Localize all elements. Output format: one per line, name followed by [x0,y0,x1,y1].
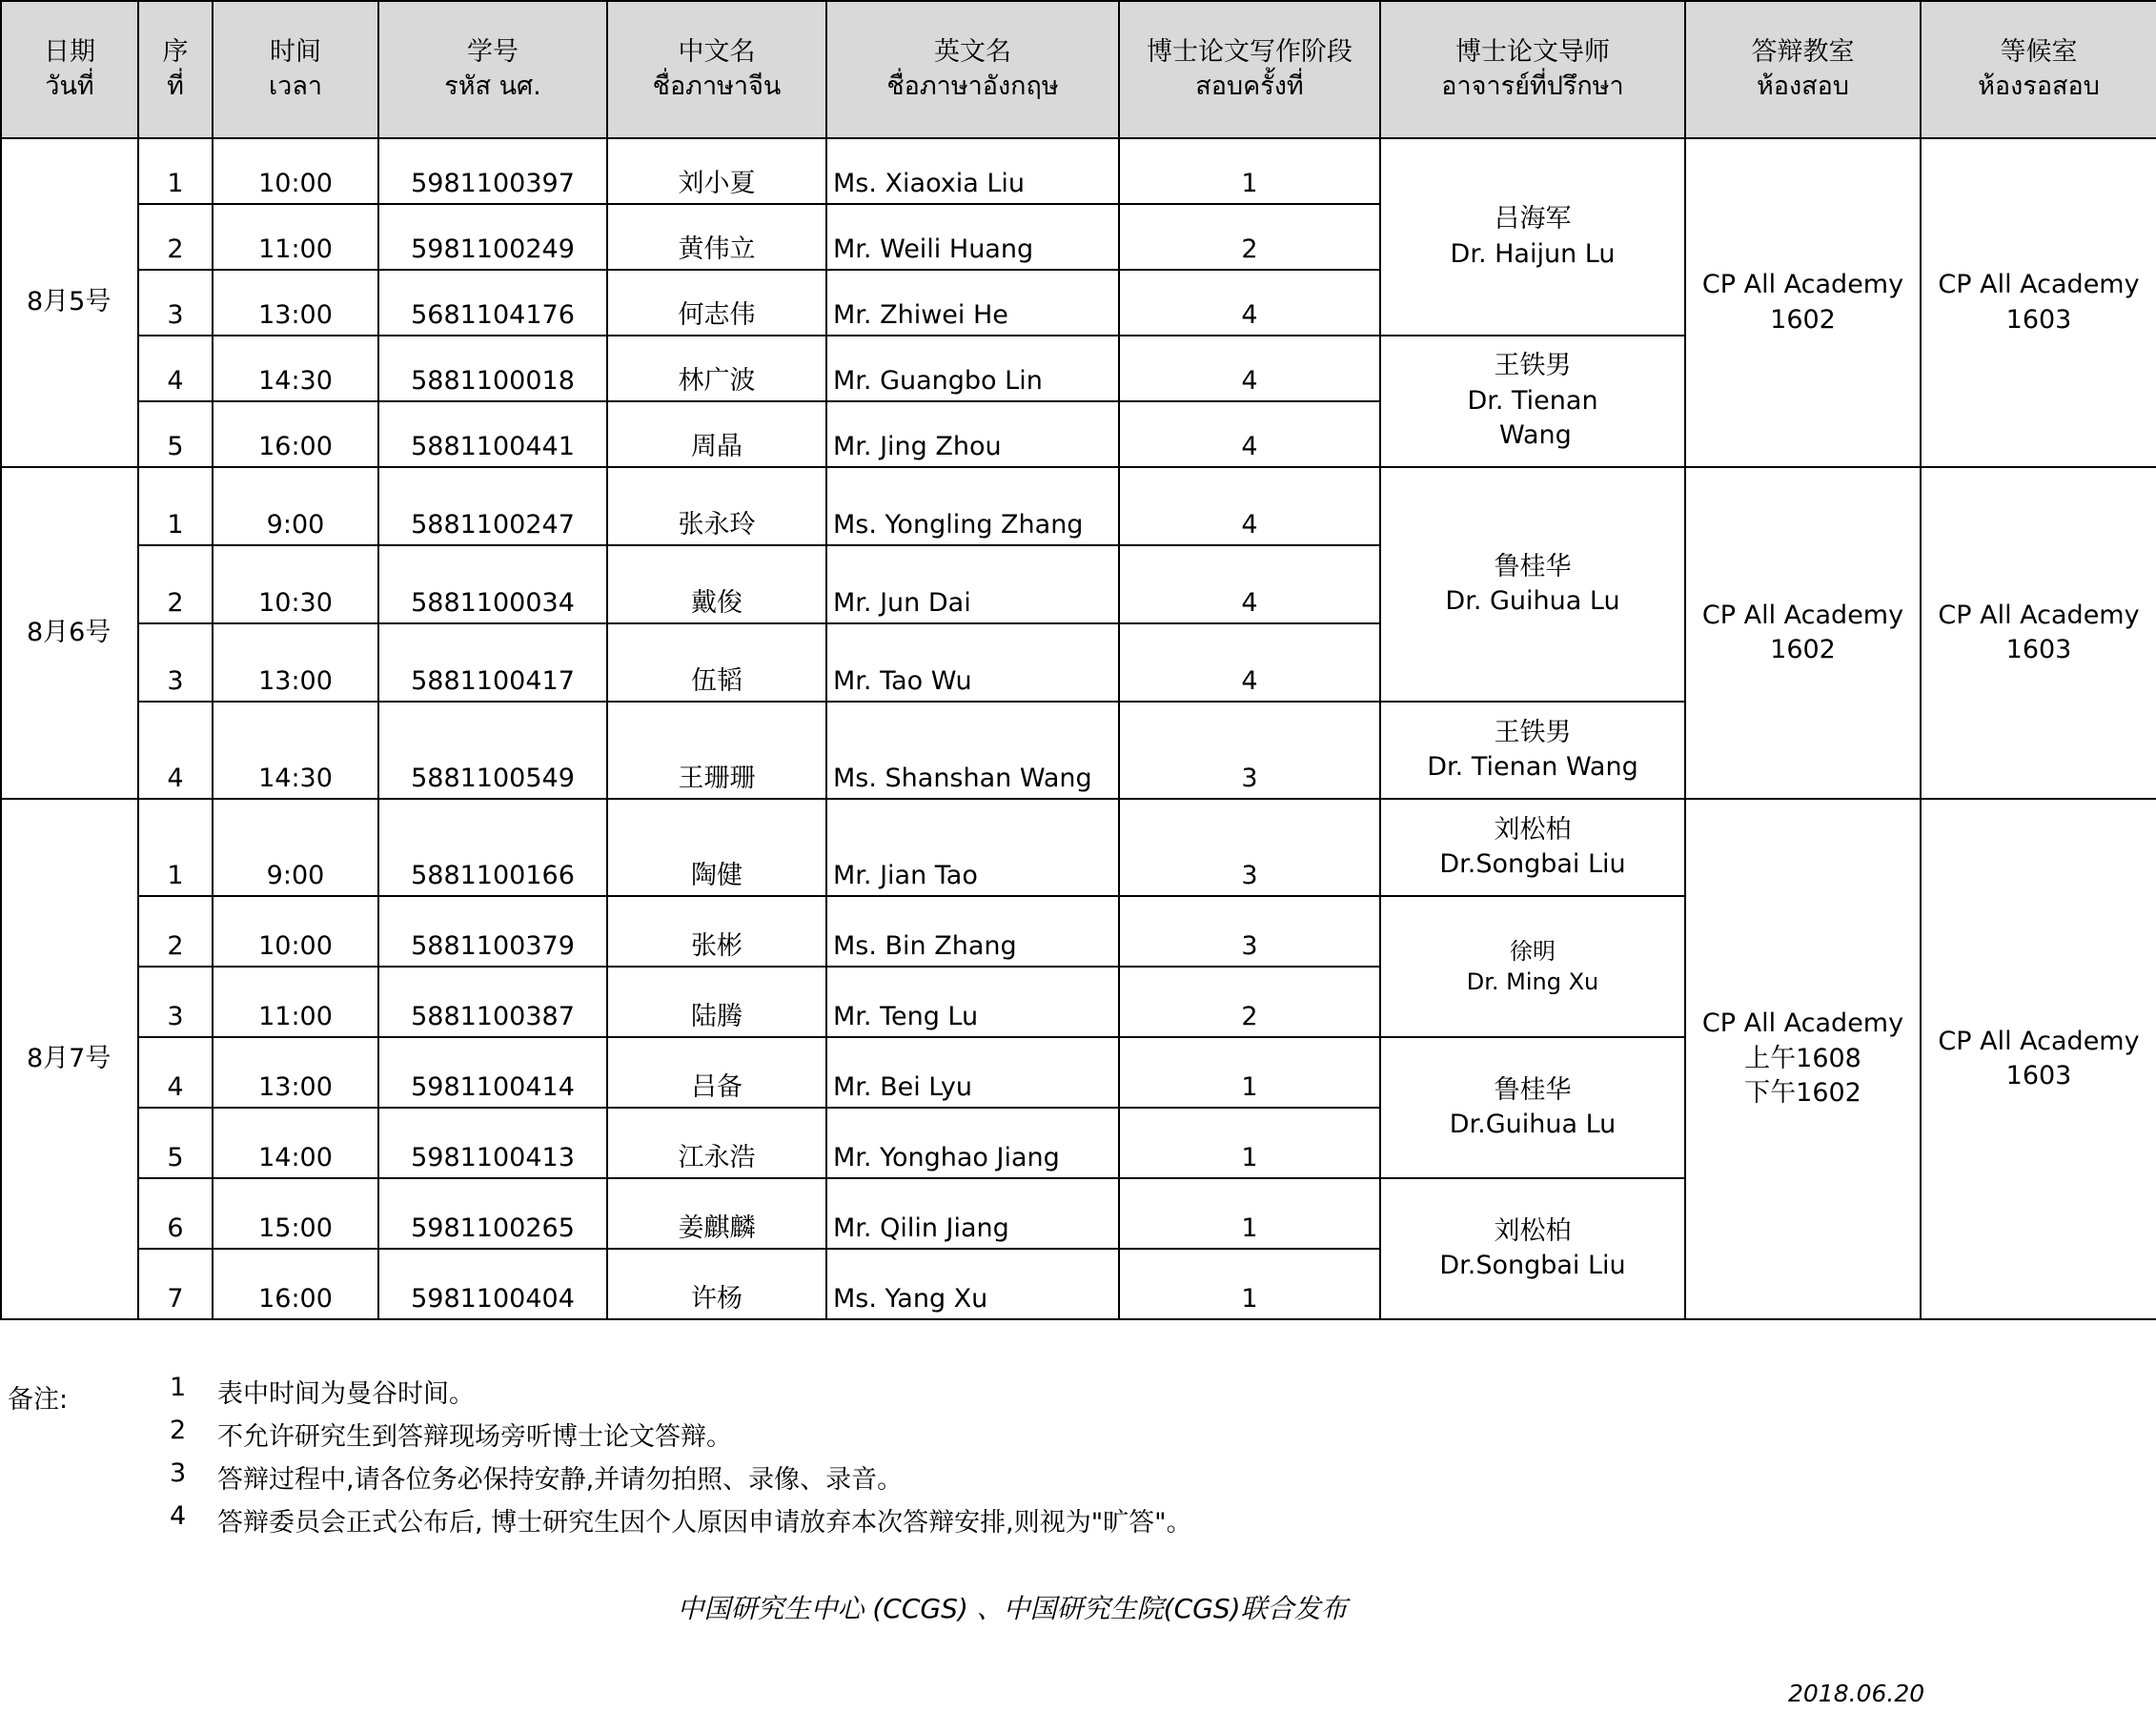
advisor-en: Dr. Ming Xu [1466,968,1599,995]
chinese-name-cell: 江永浩 [607,1108,826,1178]
header-row [1,1,2156,138]
time-cell: 13:00 [213,623,378,702]
advisor-en: Dr.Songbai Liu [1439,849,1626,879]
seq-cell: 3 [138,623,213,702]
exam-room-cell: CP All Academy 1602 [1685,467,1921,799]
english-name-cell: Mr. Jun Dai [826,545,1119,623]
english-name-cell: Mr. Bei Lyu [826,1037,1119,1108]
col-header-waiting-room: 等候室 ห้องรอสอบ [1921,1,2156,138]
advisor-zh: 吕海军 [1494,204,1572,234]
seq-cell: 6 [138,1178,213,1249]
table-row [1,467,2156,545]
note-text: 不允许研究生到答辩现场旁听博士论文答辩。 [217,1422,732,1452]
stage-cell: 1 [1119,1249,1380,1319]
english-name-cell: Mr. Guangbo Lin [826,336,1119,401]
chinese-name-cell: 吕备 [607,1037,826,1108]
student-id-cell: 5681104176 [378,270,607,336]
stage-cell: 1 [1119,1108,1380,1178]
english-name-cell: Ms. Xiaoxia Liu [826,138,1119,204]
note-text: 表中时间为曼谷时间。 [217,1379,475,1409]
seq-cell: 2 [138,204,213,270]
student-id-cell: 5881100379 [378,896,607,967]
english-name-cell: Mr. Jing Zhou [826,401,1119,467]
stage-cell: 4 [1119,270,1380,336]
advisor-en: Dr. Tienan [1467,385,1598,416]
chinese-name-cell: 何志伟 [607,270,826,336]
student-id-cell: 5881100034 [378,545,607,623]
seq-cell: 7 [138,1249,213,1319]
notes-label: 备注: [8,1385,69,1415]
advisor-cell [1380,702,1685,799]
waiting-room-cell: CP All Academy 1603 [1921,799,2156,1319]
seq-cell: 1 [138,138,213,204]
col-header-time: 时间 เวลา [213,1,378,138]
stage-cell: 3 [1119,896,1380,967]
seq-cell: 3 [138,967,213,1037]
advisor-en: Dr. Guihua Lu [1445,586,1620,616]
advisor-zh: 刘松柏 [1494,814,1572,845]
student-id-cell: 5981100265 [378,1178,607,1249]
student-id-cell: 5981100413 [378,1108,607,1178]
student-id-cell: 5881100549 [378,702,607,799]
time-cell: 9:00 [213,467,378,545]
advisor-en: Dr. Haijun Lu [1450,238,1616,269]
time-cell: 10:00 [213,138,378,204]
time-cell: 9:00 [213,799,378,896]
seq-cell: 1 [138,467,213,545]
note-text: 答辩过程中,请各位务必保持安静,并请勿拍照、录像、录音。 [217,1465,904,1495]
chinese-name-cell: 王珊珊 [607,702,826,799]
date-cell: 8月6号 [1,467,138,799]
english-name-cell: Mr. Teng Lu [826,967,1119,1037]
stage-cell: 2 [1119,967,1380,1037]
seq-cell: 5 [138,401,213,467]
stage-cell: 4 [1119,467,1380,545]
english-name-cell: Mr. Yonghao Jiang [826,1108,1119,1178]
note-number: 1 [170,1373,187,1402]
date-cell: 8月7号 [1,799,138,1319]
english-name-cell: Mr. Weili Huang [826,204,1119,270]
col-header-advisor: 博士论文导师 อาจารย์ที่ปรึกษา [1380,1,1685,138]
publisher-line: 中国研究生中心 (CCGS) 、中国研究生院(CGS)联合发布 [677,1593,1348,1624]
stage-cell: 4 [1119,401,1380,467]
advisor-cell [1380,336,1685,467]
student-id-cell: 5981100414 [378,1037,607,1108]
english-name-cell: Ms. Yongling Zhang [826,467,1119,545]
advisor-cell [1380,138,1685,336]
time-cell: 16:00 [213,1249,378,1319]
chinese-name-cell: 张彬 [607,896,826,967]
chinese-name-cell: 张永玲 [607,467,826,545]
col-header-english-name: 英文名 ชื่อภาษาอังกฤษ [826,1,1119,138]
col-header-stage: 博士论文写作阶段 สอบครั้งที่ [1119,1,1380,138]
student-id-cell: 5881100166 [378,799,607,896]
student-id-cell: 5981100404 [378,1249,607,1319]
exam-room-cell: CP All Academy 1602 [1685,138,1921,467]
col-header-chinese-name: 中文名 ชื่อภาษาจีน [607,1,826,138]
student-id-cell: 5881100417 [378,623,607,702]
advisor-en-cont: Wang [1499,420,1572,451]
col-header-seq: 序 ที่ [138,1,213,138]
stage-cell: 4 [1119,336,1380,401]
english-name-cell: Mr. Zhiwei He [826,270,1119,336]
table-row [1,138,2156,204]
time-cell: 14:30 [213,336,378,401]
seq-cell: 4 [138,1037,213,1108]
date-cell: 8月5号 [1,138,138,467]
stage-cell: 3 [1119,702,1380,799]
exam-room-cell: CP All Academy 上午1608 下午1602 [1685,799,1921,1319]
stage-cell: 4 [1119,623,1380,702]
table-row [1,799,2156,896]
student-id-cell: 5981100397 [378,138,607,204]
chinese-name-cell: 许杨 [607,1249,826,1319]
time-cell: 14:30 [213,702,378,799]
publish-date: 2018.06.20 [1788,1680,1925,1707]
col-header-date: 日期 วันที่ [1,1,138,138]
advisor-zh: 王铁男 [1494,351,1572,381]
note-number: 4 [170,1501,187,1531]
advisor-zh: 徐明 [1510,937,1556,965]
chinese-name-cell: 周晶 [607,401,826,467]
time-cell: 14:00 [213,1108,378,1178]
advisor-zh: 王铁男 [1494,717,1572,747]
chinese-name-cell: 陶健 [607,799,826,896]
advisor-zh: 刘松柏 [1494,1215,1572,1246]
english-name-cell: Mr. Jian Tao [826,799,1119,896]
chinese-name-cell: 伍韬 [607,623,826,702]
stage-cell: 2 [1119,204,1380,270]
time-cell: 13:00 [213,270,378,336]
english-name-cell: Ms. Bin Zhang [826,896,1119,967]
seq-cell: 2 [138,545,213,623]
stage-cell: 4 [1119,545,1380,623]
student-id-cell: 5981100249 [378,204,607,270]
seq-cell: 3 [138,270,213,336]
stage-cell: 1 [1119,138,1380,204]
chinese-name-cell: 姜麒麟 [607,1178,826,1249]
seq-cell: 1 [138,799,213,896]
advisor-cell [1380,799,1685,896]
advisor-en: Dr.Songbai Liu [1439,1251,1626,1280]
english-name-cell: Mr. Tao Wu [826,623,1119,702]
time-cell: 11:00 [213,967,378,1037]
time-cell: 13:00 [213,1037,378,1108]
note-text: 答辩委员会正式公布后, 博士研究生因个人原因申请放弃本次答辩安排,则视为"旷答"。 [217,1508,1192,1538]
time-cell: 11:00 [213,204,378,270]
stage-cell: 3 [1119,799,1380,896]
advisor-cell [1380,1178,1685,1319]
advisor-zh: 鲁桂华 [1494,551,1572,581]
english-name-cell: Mr. Qilin Jiang [826,1178,1119,1249]
advisor-en: Dr. Tienan Wang [1427,752,1638,782]
advisor-en: Dr.Guihua Lu [1449,1110,1617,1139]
advisor-cell [1380,467,1685,702]
student-id-cell: 5881100247 [378,467,607,545]
time-cell: 10:00 [213,896,378,967]
col-header-student-id: 学号 รหัส นศ. [378,1,607,138]
chinese-name-cell: 黄伟立 [607,204,826,270]
note-number: 2 [170,1416,187,1445]
chinese-name-cell: 刘小夏 [607,138,826,204]
student-id-cell: 5881100441 [378,401,607,467]
chinese-name-cell: 陆腾 [607,967,826,1037]
col-header-room: 答辩教室 ห้องสอบ [1685,1,1921,138]
time-cell: 15:00 [213,1178,378,1249]
student-id-cell: 5881100387 [378,967,607,1037]
student-id-cell: 5881100018 [378,336,607,401]
waiting-room-cell: CP All Academy 1603 [1921,467,2156,799]
time-cell: 16:00 [213,401,378,467]
note-number: 3 [170,1458,187,1488]
seq-cell: 2 [138,896,213,967]
time-cell: 10:30 [213,545,378,623]
english-name-cell: Ms. Yang Xu [826,1249,1119,1319]
seq-cell: 5 [138,1108,213,1178]
chinese-name-cell: 林广波 [607,336,826,401]
advisor-zh: 鲁桂华 [1494,1074,1572,1105]
advisor-cell [1380,896,1685,1037]
chinese-name-cell: 戴俊 [607,545,826,623]
waiting-room-cell: CP All Academy 1603 [1921,138,2156,467]
seq-cell: 4 [138,702,213,799]
stage-cell: 1 [1119,1178,1380,1249]
seq-cell: 4 [138,336,213,401]
english-name-cell: Ms. Shanshan Wang [826,702,1119,799]
stage-cell: 1 [1119,1037,1380,1108]
advisor-cell [1380,1037,1685,1178]
